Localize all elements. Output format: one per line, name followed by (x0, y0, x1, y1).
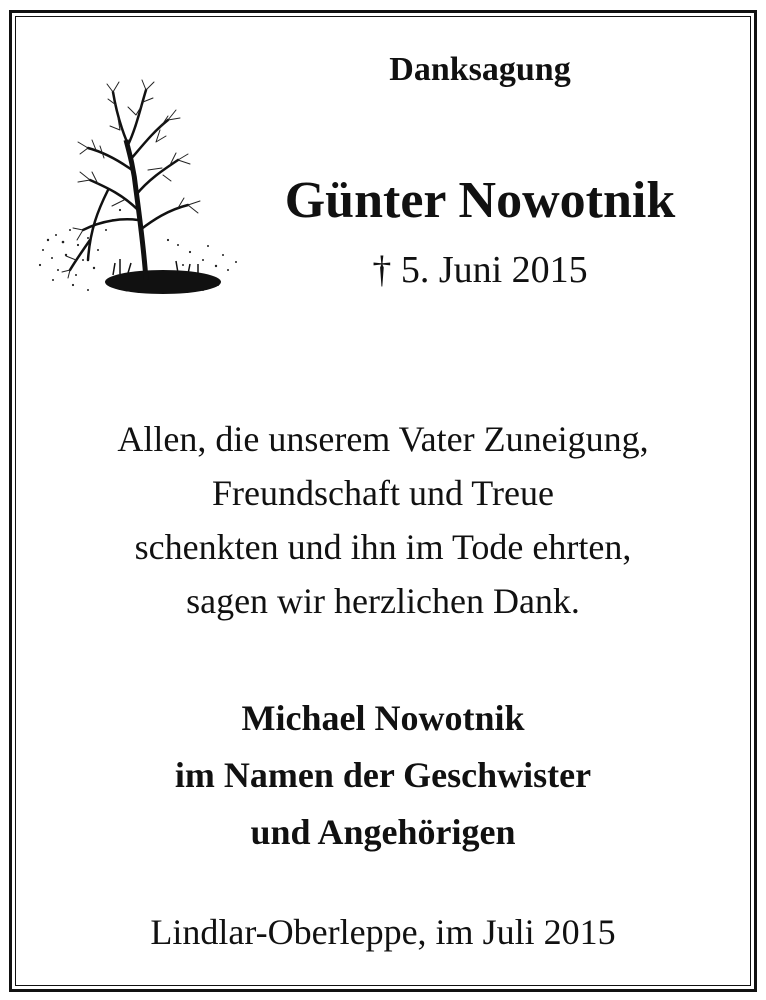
message-line: schenkten und ihn im Tode ehrten, (134, 527, 632, 567)
message-line: sagen wir herzlichen Dank. (186, 581, 580, 621)
thank-you-message (20, 412, 746, 628)
signature-line: im Namen der Geschwister (174, 755, 592, 795)
signature-line: und Angehörigen (250, 812, 516, 852)
tree-icon (28, 70, 248, 315)
message-line: Freundschaft und Treue (212, 473, 554, 513)
signature-line: Michael Nowotnik (241, 698, 525, 738)
message-line: Allen, die unserem Vater Zuneigung, (117, 419, 649, 459)
place-and-date: Lindlar-Oberleppe, im Juli 2015 (150, 912, 616, 952)
deceased-name: Günter Nowotnik (284, 172, 676, 229)
signature-block (20, 690, 746, 861)
notice-heading: Danksagung (389, 51, 571, 88)
death-date: † 5. Juni 2015 (372, 249, 588, 291)
